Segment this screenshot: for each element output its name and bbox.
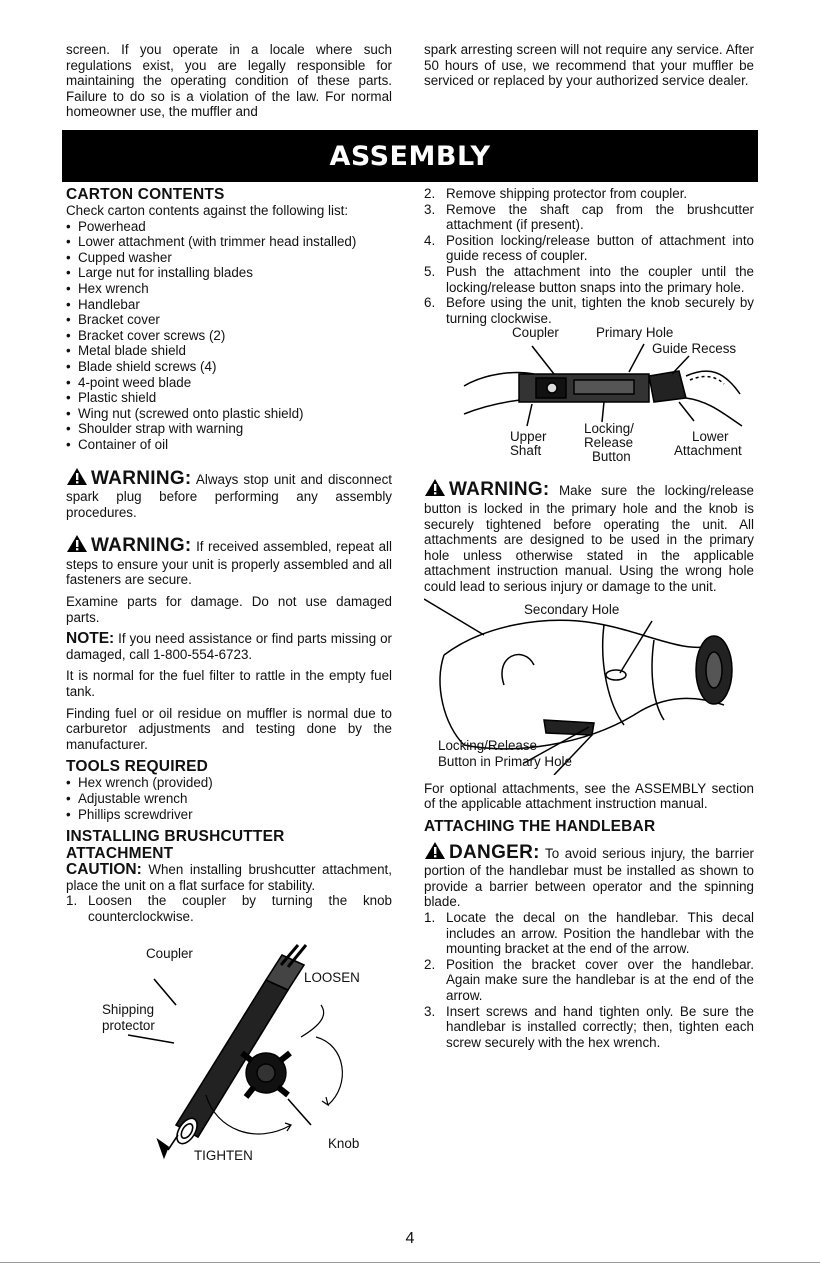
top-left-paragraph: screen. If you operate in a locale where such regulations exist, you are legally responsible for maintaining the operating condition of these parts. Failure to do so is a violation of the law. For normal homeowner use, the muffler and (66, 42, 392, 120)
warning-label: WARNING: (91, 535, 192, 557)
step-text: Locate the decal on the handlebar. This decal includes an arrow. Position the handlebar with the mounting bracket at the end of the arrow. (446, 910, 754, 957)
step-text: Before using the unit, tighten the knob securely by turning clockwise. (446, 295, 754, 326)
step-text: Remove shipping protector from coupler. (446, 186, 688, 201)
carton-intro: Check carton contents against the following list: (66, 203, 349, 218)
protector-label: protector (102, 1017, 155, 1033)
list-item: • Lower attachment (with trimmer head installed) (66, 234, 392, 250)
caution-text: When installing brushcutter attachment, place the unit on a flat surface for stability. (66, 862, 392, 893)
installing-heading: INSTALLING BRUSHCUTTER ATTACHMENT (66, 828, 285, 863)
fuel-filter-text: It is normal for the fuel filter to rattle in the empty fuel tank. (66, 668, 392, 700)
release-label: Release (584, 435, 634, 451)
install-steps-right (424, 186, 754, 326)
tighten-label: TIGHTEN (194, 1147, 253, 1163)
caution-paragraph (66, 862, 392, 893)
loosen-label: LOOSEN (304, 969, 360, 985)
warning-triangle-icon (424, 841, 446, 864)
warning-stop-unit (66, 467, 392, 521)
step-number: 4. (424, 232, 436, 248)
page-number: 4 (405, 1230, 415, 1247)
coupler-attachment-figure (424, 326, 754, 464)
knob-label: Knob (328, 1135, 360, 1151)
handlebar-steps (424, 910, 754, 1050)
list-item: • 4-point weed blade (66, 375, 392, 391)
danger-text: To avoid serious injury, the barrier portion of the handlebar must be installed as shown to provide a barrier between operator and the spinning blade. (424, 845, 754, 910)
list-item: • Plastic shield (66, 390, 392, 406)
button-in-primary-label: Button in Primary Hole (438, 753, 572, 769)
list-item (424, 202, 754, 233)
step-text: Push the attachment into the coupler until the locking/release button snaps into the primary hole. (446, 263, 754, 295)
step-number: 2. (424, 186, 436, 201)
warning-text: Always stop unit and disconnect spark plug before performing any assembly procedures. (66, 471, 392, 520)
shaft-label: Shaft (510, 443, 542, 459)
list-item: • Hex wrench (provided) (66, 775, 392, 791)
list-item (66, 893, 392, 924)
step-number: 1. (424, 910, 436, 926)
warning-triangle-icon (66, 467, 88, 490)
list-item: • Metal blade shield (66, 343, 392, 359)
danger-paragraph (424, 841, 754, 910)
step-text: Remove the shaft cap from the brushcutter attachment (if present). (446, 201, 754, 233)
section-title: ASSEMBLY (329, 141, 491, 172)
list-item (424, 910, 754, 957)
coupler-label: Coupler (512, 325, 559, 341)
step-number: 2. (424, 956, 436, 972)
list-item: • Hex wrench (66, 281, 392, 297)
handlebar-heading: ATTACHING THE HANDLEBAR (424, 817, 656, 835)
list-item: • Cupped washer (66, 250, 392, 266)
list-item (424, 233, 754, 264)
step-text: Insert screws and hand tighten only. Be sure the handlebar is installed correctly; then, tighten each screw securely with the hex wrench. (446, 1003, 754, 1050)
coupler-knob-figure (66, 925, 392, 1163)
step-number: 1. (66, 893, 78, 909)
danger-label: DANGER: (449, 841, 540, 863)
note-text: If you need assistance or find parts missing or damaged, call 1-800-554-6723. (66, 631, 392, 662)
fuel-residue-text: Finding fuel or oil residue on muffler is normal due to carburetor adjustments and testing done by the manufacturer. (66, 705, 392, 752)
list-item (424, 295, 754, 326)
list-item (424, 186, 754, 202)
list-item (424, 264, 754, 295)
warning-label: WARNING: (91, 467, 192, 489)
warning-locking-button (424, 478, 754, 594)
install-steps-left (66, 893, 392, 924)
secondary-hole-figure (424, 595, 754, 775)
optional-attachments-text: For optional attachments, see the ASSEMBLY section of the applicable attachment instruction manual. (424, 780, 754, 812)
list-item: • Handlebar (66, 297, 392, 313)
step-text: Position the bracket cover over the handlebar. Again make sure the handlebar is at the end of the arrow. (446, 956, 754, 1004)
coupler-label: Coupler (146, 945, 193, 961)
page-bottom-rule (0, 1262, 820, 1263)
button-label: Button (592, 449, 631, 465)
attachment-label: Attachment (674, 443, 742, 459)
list-item: • Bracket cover (66, 312, 392, 328)
step-number: 3. (424, 1003, 436, 1019)
caution-label: CAUTION: (66, 861, 142, 879)
list-item: • Large nut for installing blades (66, 265, 392, 281)
list-item: • Powerhead (66, 219, 392, 235)
warning-text: If received assembled, repeat all steps to ensure your unit is properly assembled and all fasteners are secure. (66, 539, 392, 588)
locking-label: Locking/ (584, 421, 634, 437)
warning-text: Make sure the locking/release button is locked in the primary hole and the knob is securely tightened before operating the unit. All attachments are designed to be used in the primary hole unless otherwise stated in the applicable attachment instruction manual. Using the wrong hole could lead to serious injury or damage to the unit. (424, 483, 754, 594)
list-item: • Container of oil (66, 437, 392, 453)
step-text: Position locking/release button of attachment into guide recess of coupler. (446, 232, 754, 264)
step-number: 5. (424, 263, 436, 279)
upper-label: Upper (510, 429, 547, 445)
left-column (66, 186, 392, 1163)
list-item (424, 957, 754, 1004)
list-item: • Bracket cover screws (2) (66, 328, 392, 344)
list-item (424, 1004, 754, 1051)
list-item: • Phillips screwdriver (66, 807, 392, 823)
warning-label: WARNING: (449, 479, 550, 501)
list-item: • Blade shield screws (4) (66, 359, 392, 375)
examine-text: Examine parts for damage. Do not use damaged parts. (66, 594, 392, 625)
list-item: • Shoulder strap with warning (66, 421, 392, 437)
list-item: • Wing nut (screwed onto plastic shield) (66, 406, 392, 422)
primary-hole-label: Primary Hole (596, 325, 674, 341)
note-paragraph (66, 631, 392, 662)
shipping-label: Shipping (102, 1001, 155, 1017)
assembly-banner (62, 130, 758, 182)
guide-recess-label: Guide Recess (652, 341, 737, 357)
lower-label: Lower (692, 429, 729, 445)
secondary-hole-label: Secondary Hole (524, 601, 620, 617)
right-column (424, 186, 754, 1050)
carton-contents-heading: CARTON CONTENTS (66, 186, 225, 203)
warning-received-assembled (66, 534, 392, 588)
tools-heading: TOOLS REQUIRED (66, 758, 209, 776)
locking-release-label: Locking/Release (438, 737, 538, 753)
top-right-paragraph: spark arresting screen will not require any service. After 50 hours of use, we recommend that your muffler be serviced or replaced by your authorized service dealer. (424, 42, 754, 89)
step-number: 6. (424, 295, 436, 311)
step-text: Loosen the coupler by turning the knob counterclockwise. (88, 893, 392, 924)
coupler-knob-illustration (66, 925, 392, 1163)
step-number: 3. (424, 201, 436, 217)
tools-list (66, 775, 392, 822)
warning-triangle-icon (424, 478, 446, 501)
warning-triangle-icon (66, 534, 88, 557)
list-item: • Adjustable wrench (66, 791, 392, 807)
carton-list (66, 219, 392, 453)
note-label: NOTE: (66, 630, 115, 648)
